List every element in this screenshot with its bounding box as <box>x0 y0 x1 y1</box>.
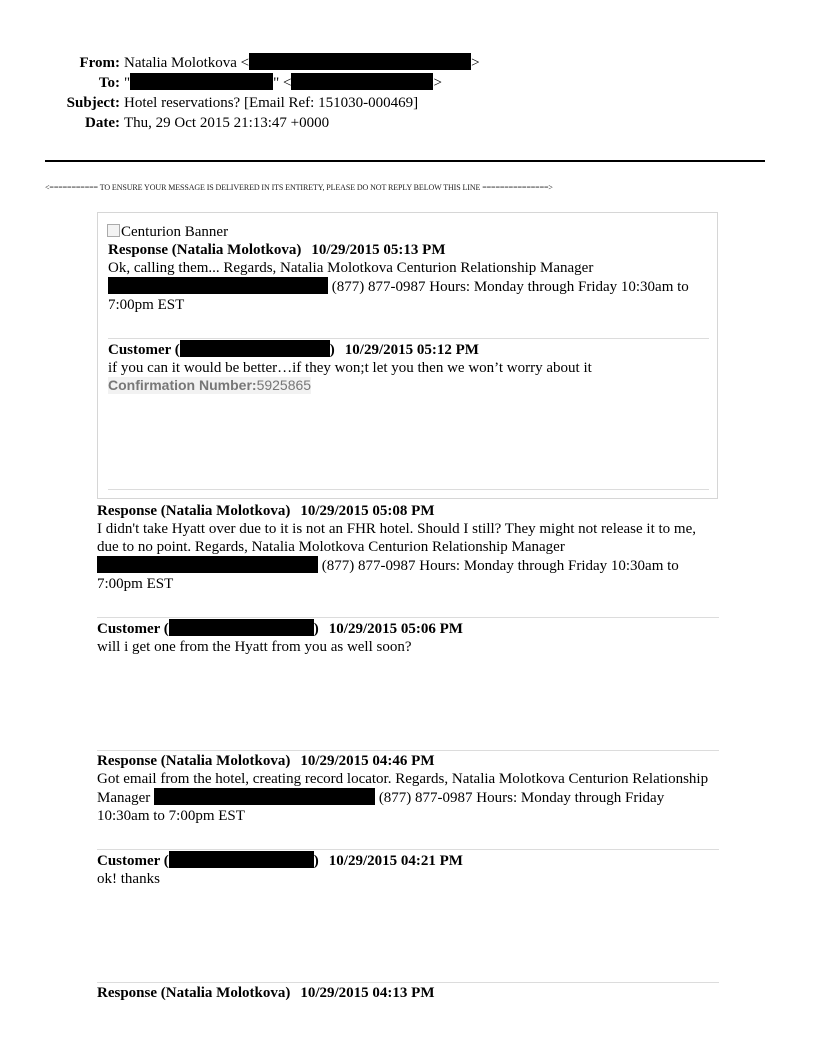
message-date: 10/29/2015 04:21 PM <box>328 853 463 869</box>
message-author: Response (Natalia Molotkova) <box>97 985 291 1001</box>
header-divider <box>45 160 765 162</box>
to-value <box>124 73 442 93</box>
message-customer <box>97 619 719 656</box>
message-author: Response (Natalia Molotkova) <box>97 503 291 519</box>
message-author-close: ) <box>313 621 319 637</box>
message-separator <box>108 489 709 490</box>
message-header <box>97 502 719 520</box>
to-close: > <box>433 75 442 91</box>
message-date: 10/29/2015 04:46 PM <box>300 753 435 769</box>
message-body <box>97 770 719 825</box>
message-header <box>108 340 708 359</box>
redacted-name <box>130 73 273 90</box>
redacted-customer <box>169 619 314 636</box>
from-label: From: <box>79 55 120 71</box>
date-label: Date: <box>85 115 120 131</box>
message-response <box>97 984 719 1002</box>
from-row <box>0 53 816 73</box>
message-author: Response (Natalia Molotkova) <box>97 753 291 769</box>
message-author: Customer ( <box>97 853 169 869</box>
message-separator <box>97 982 719 983</box>
confirmation-label: Confirmation Number: <box>108 377 257 393</box>
from-value <box>124 53 480 73</box>
message-body: will i get one from the Hyatt from you as well soon? <box>97 639 412 655</box>
broken-image-icon <box>107 224 120 237</box>
to-label: To: <box>98 75 120 91</box>
message-header <box>97 752 719 770</box>
message-response <box>97 752 719 825</box>
message-text: (877) 877-0987 Hours: Monday through Friday 10:30am to 7:00pm EST <box>108 279 689 313</box>
message-author: Customer ( <box>108 342 180 358</box>
to-quote-mid: " < <box>273 75 292 91</box>
redacted-contact <box>108 277 328 294</box>
message-author-close: ) <box>329 342 335 358</box>
message-date: 10/29/2015 05:06 PM <box>328 621 463 637</box>
to-row <box>0 73 816 93</box>
message-separator <box>97 849 719 850</box>
email-header <box>0 53 816 133</box>
message-text: Ok, calling them... Regards, Natalia Molotkova Centurion Relationship Manager <box>108 260 594 276</box>
message-response <box>97 502 719 593</box>
subject-label: Subject: <box>66 95 120 111</box>
redacted-customer <box>169 851 314 868</box>
message-body <box>108 259 708 314</box>
date-row <box>0 113 816 133</box>
reply-notice: <=========== TO ENSURE YOUR MESSAGE IS DELIVERED IN ITS ENTIRETY, PLEASE DO NOT REPLY BELOW THIS LINE ===============> <box>45 183 553 192</box>
message-author-close: ) <box>313 853 319 869</box>
message-text: (877) 877-0987 Hours: Monday through Friday 10:30am to 7:00pm EST <box>97 558 679 592</box>
message-date: 10/29/2015 05:08 PM <box>300 503 435 519</box>
from-close: > <box>471 55 480 71</box>
message-customer <box>108 340 708 395</box>
to-quote-open: " <box>124 75 131 91</box>
message-author: Response (Natalia Molotkova) <box>108 242 302 258</box>
banner-alt-text: Centurion Banner <box>121 224 229 240</box>
message-header <box>97 851 719 870</box>
redacted-contact <box>154 788 375 805</box>
message-date: 10/29/2015 04:13 PM <box>300 985 435 1001</box>
redacted-email <box>291 73 433 90</box>
confirmation-number <box>108 377 708 395</box>
confirmation-value: 5925865 <box>256 377 312 393</box>
message-customer <box>97 851 719 888</box>
message-separator <box>97 750 719 751</box>
message-text: I didn't take Hyatt over due to it is not an FHR hotel. Should I still? They might not release it to me, due to no point. Regards, Natalia Molotkova Centurion Relationship Manager <box>97 521 697 555</box>
redacted-customer <box>180 340 330 357</box>
message-body: ok! thanks <box>97 871 160 887</box>
subject-value: Hotel reservations? [Email Ref: 151030-000469] <box>124 95 419 111</box>
message-date: 10/29/2015 05:13 PM <box>311 242 446 258</box>
redacted-email <box>249 53 471 70</box>
centurion-banner <box>107 223 228 241</box>
date-value: Thu, 29 Oct 2015 21:13:47 +0000 <box>124 115 330 131</box>
message-header <box>97 984 719 1002</box>
message-body <box>97 520 719 593</box>
message-text: Got email from the hotel, creating record locator. Regards, Natalia Molotkova Centurion Relationship Manager <box>97 771 709 806</box>
message-date: 10/29/2015 05:12 PM <box>344 342 479 358</box>
message-response <box>108 241 708 314</box>
message-separator <box>97 617 719 618</box>
message-author: Customer ( <box>97 621 169 637</box>
message-header <box>108 241 708 259</box>
from-name: Natalia Molotkova < <box>124 55 250 71</box>
redacted-contact <box>97 556 318 573</box>
message-header <box>97 619 719 638</box>
subject-row <box>0 93 816 113</box>
message-body: if you can it would be better…if they won;t let you then we won’t worry about it <box>108 360 592 376</box>
message-separator <box>108 338 709 339</box>
message-text: (877) 877-0987 Hours: Monday through Friday 10:30am to 7:00pm EST <box>97 790 665 824</box>
